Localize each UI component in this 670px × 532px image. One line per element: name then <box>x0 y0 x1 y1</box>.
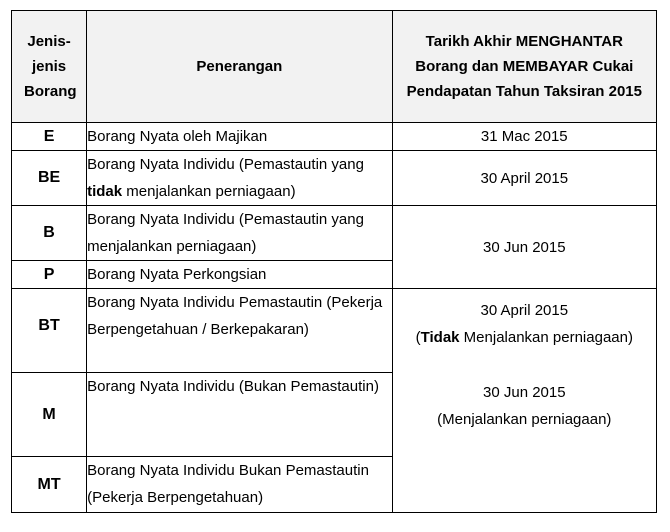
table-row <box>12 289 657 373</box>
table-row <box>12 151 657 206</box>
tax-deadline-table <box>11 10 657 513</box>
deadline-note: (Menjalankan perniagaan) <box>437 411 612 428</box>
deadline-date: 30 April 2015 <box>392 151 656 206</box>
form-description: Borang Nyata Individu (Pemastautin yang menjalankan perniagaan) <box>87 206 392 261</box>
desc-text: menjalankan perniagaan) <box>122 183 296 200</box>
deadline-date: 30 Jun 2015 <box>392 206 656 289</box>
desc-text: Borang Nyata Individu (Pemastautin yang <box>87 156 364 173</box>
deadline-merged-cell <box>392 289 656 513</box>
form-description: Borang Nyata oleh Majikan <box>87 123 392 151</box>
deadline-date: 30 April 2015 <box>480 302 569 319</box>
spacer <box>393 351 656 379</box>
header-deadline-label: Tarikh Akhir MENGHANTAR Borang dan MEMBAYAR Cukai Pendapatan Tahun Taksiran 2015 <box>406 33 642 100</box>
note-emphasis: Tidak <box>420 329 460 346</box>
header-form-type <box>12 11 87 123</box>
form-description <box>87 151 392 206</box>
table-header-row <box>12 11 657 123</box>
form-code: P <box>12 261 87 289</box>
form-description: Borang Nyata Individu Bukan Pemastautin (Pekerja Berpengetahuan) <box>87 457 392 513</box>
table-row <box>12 123 657 151</box>
deadline-date: 31 Mac 2015 <box>392 123 656 151</box>
deadline-date: 30 Jun 2015 <box>483 384 566 401</box>
header-deadline <box>392 11 656 123</box>
form-code: E <box>12 123 87 151</box>
form-code: MT <box>12 457 87 513</box>
form-description: Borang Nyata Individu (Bukan Pemastautin) <box>87 373 392 457</box>
note-text: Menjalankan perniagaan) <box>459 329 633 346</box>
deadline-note <box>393 324 656 351</box>
form-code: M <box>12 373 87 457</box>
form-code: BT <box>12 289 87 373</box>
header-description: Penerangan <box>87 11 392 123</box>
note-paren: ( <box>415 329 421 346</box>
desc-emphasis: tidak <box>87 183 123 200</box>
form-description: Borang Nyata Individu Pemastautin (Pekerja Berpengetahuan / Berkepakaran) <box>87 289 392 373</box>
form-code: B <box>12 206 87 261</box>
form-code: BE <box>12 151 87 206</box>
form-description: Borang Nyata Perkongsian <box>87 261 392 289</box>
header-form-type-label: Jenis-jenis Borang <box>24 33 77 100</box>
table-row <box>12 206 657 261</box>
